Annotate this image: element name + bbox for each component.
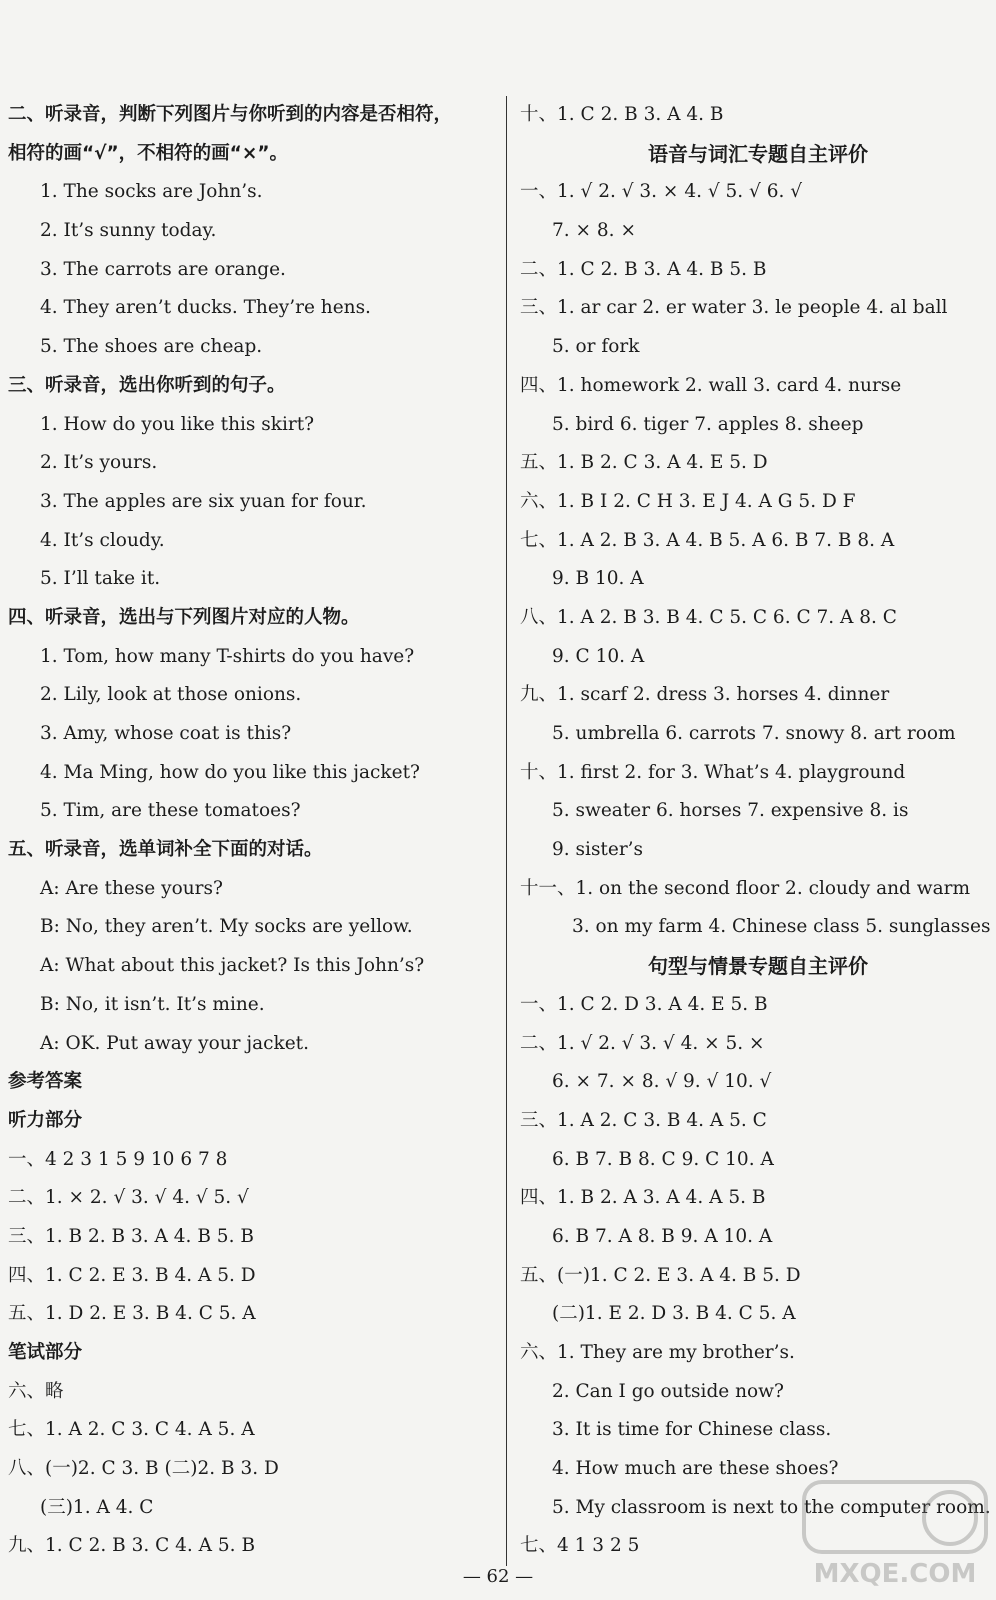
left-line: 四、1. C 2. E 3. B 4. A 5. D [8, 1264, 256, 1286]
left-line: 1. How do you like this skirt? [40, 413, 315, 435]
right-line: 句型与情景专题自主评价 [648, 954, 868, 979]
left-line: 参考答案 [8, 1071, 83, 1093]
left-line: B: No, it isn’t. It’s mine. [40, 993, 265, 1015]
left-line: 5. The shoes are cheap. [40, 336, 263, 358]
right-line: 一、1. √ 2. √ 3. × 4. √ 5. √ 6. √ [520, 181, 803, 203]
column-divider [506, 96, 507, 1566]
right-line: 6. × 7. × 8. √ 9. √ 10. √ [552, 1071, 772, 1093]
left-line: 4. It’s cloudy. [40, 529, 165, 551]
right-line: 9. C 10. A [552, 645, 645, 667]
right-line: 5. sweater 6. horses 7. expensive 8. is [552, 800, 909, 822]
right-line: 3. on my farm 4. Chinese class 5. sunglasses [572, 916, 991, 938]
right-line: 四、1. homework 2. wall 3. card 4. nurse [520, 374, 902, 396]
left-line: 四、听录音，选出与下列图片对应的人物。 [8, 606, 360, 628]
left-line: 2. It’s sunny today. [40, 220, 217, 242]
watermark-logo-icon [800, 1478, 990, 1590]
left-line: 笔试部分 [8, 1342, 83, 1363]
right-line: 四、1. B 2. A 3. A 4. A 5. B [520, 1187, 766, 1209]
right-line: 二、1. √ 2. √ 3. √ 4. × 5. × [520, 1032, 765, 1054]
right-line: 三、1. A 2. C 3. B 4. A 5. C [520, 1109, 767, 1131]
left-line: 相符的画“√”，不相符的画“×”。 [8, 142, 288, 164]
left-line: 三、1. B 2. B 3. A 4. B 5. B [8, 1225, 254, 1247]
right-line: (二)1. E 2. D 3. B 4. C 5. A [552, 1303, 796, 1325]
left-line: 听力部分 [8, 1109, 83, 1131]
right-line: 5. or fork [552, 336, 640, 358]
left-line: 4. Ma Ming, how do you like this jacket? [40, 761, 420, 783]
right-line: 7. × 8. × [552, 220, 636, 242]
left-line: 4. They aren’t ducks. They’re hens. [40, 297, 371, 319]
right-line: 3. It is time for Chinese class. [552, 1419, 832, 1441]
right-line: 9. sister’s [552, 839, 644, 861]
right-line: 十、1. C 2. B 3. A 4. B [520, 104, 724, 125]
right-line: 二、1. C 2. B 3. A 4. B 5. B [520, 258, 767, 280]
left-line: B: No, they aren’t. My socks are yellow. [40, 916, 413, 938]
left-line: 3. Amy, whose coat is this? [40, 723, 292, 744]
left-line: 5. I’ll take it. [40, 568, 161, 590]
left-line: 三、听录音，选出你听到的句子。 [8, 374, 286, 396]
right-line: 4. How much are these shoes? [552, 1458, 839, 1480]
right-line: 八、1. A 2. B 3. B 4. C 5. C 6. C 7. A 8. C [520, 606, 897, 628]
right-line: 六、1. B I 2. C H 3. E J 4. A G 5. D F [520, 490, 856, 512]
left-column [8, 96, 508, 1566]
left-line: 2. Lily, look at those onions. [40, 684, 302, 706]
left-line: 二、听录音，判断下列图片与你听到的内容是否相符， [8, 104, 453, 125]
watermark-text: MXQE.COM [813, 1559, 977, 1589]
right-line: 5. bird 6. tiger 7. apples 8. sheep [552, 413, 864, 435]
right-line: 九、1. scarf 2. dress 3. horses 4. dinner [520, 684, 890, 706]
left-line: 九、1. C 2. B 3. C 4. A 5. B [8, 1535, 256, 1557]
right-line: 6. B 7. B 8. C 9. C 10. A [552, 1148, 774, 1170]
left-line: 1. The socks are John’s. [40, 181, 263, 203]
left-line: A: Are these yours? [40, 877, 223, 899]
left-line: 2. It’s yours. [40, 452, 158, 474]
left-line: 五、1. D 2. E 3. B 4. C 5. A [8, 1303, 256, 1325]
right-line: 2. Can I go outside now? [552, 1380, 784, 1402]
left-line: 一、4 2 3 1 5 9 10 6 7 8 [8, 1148, 228, 1170]
page-number: — 62 — [462, 1566, 534, 1587]
left-line: 5. Tim, are these tomatoes? [40, 800, 301, 822]
right-line: 十、1. first 2. for 3. What’s 4. playground [520, 761, 906, 783]
left-line: A: OK. Put away your jacket. [40, 1032, 309, 1054]
left-line: 五、听录音，选单词补全下面的对话。 [8, 839, 323, 861]
right-line: 三、1. ar car 2. er water 3. le people 4. al ball [520, 297, 948, 319]
left-line: 八、(一)2. C 3. B (二)2. B 3. D [8, 1458, 279, 1480]
left-line: 六、略 [8, 1380, 64, 1402]
right-line: 七、4 1 3 2 5 [520, 1535, 640, 1557]
left-line: 七、1. A 2. C 3. C 4. A 5. A [8, 1419, 255, 1441]
right-line: 一、1. C 2. D 3. A 4. E 5. B [520, 993, 768, 1015]
left-line: 二、1. × 2. √ 3. √ 4. √ 5. √ [8, 1187, 249, 1209]
right-line: 十一、1. on the second floor 2. cloudy and warm [520, 877, 971, 899]
right-column [520, 96, 996, 1566]
right-line: 五、1. B 2. C 3. A 4. E 5. D [520, 452, 768, 474]
right-line: 五、(一)1. C 2. E 3. A 4. B 5. D [520, 1264, 801, 1286]
left-line: 3. The carrots are orange. [40, 258, 286, 280]
right-line: 5. My classroom is next to the computer room. [552, 1496, 991, 1518]
right-line: 5. umbrella 6. carrots 7. snowy 8. art room [552, 723, 956, 744]
left-line: A: What about this jacket? Is this John’s? [40, 955, 425, 977]
left-line: 1. Tom, how many T-shirts do you have? [40, 645, 415, 667]
right-line: 6. B 7. A 8. B 9. A 10. A [552, 1225, 773, 1247]
left-line: 3. The apples are six yuan for four. [40, 490, 367, 512]
right-line: 六、1. They are my brother’s. [520, 1342, 795, 1363]
right-line: 语音与词汇专题自主评价 [648, 141, 868, 166]
right-line: 9. B 10. A [552, 568, 644, 590]
left-line: (三)1. A 4. C [40, 1496, 154, 1518]
right-line: 七、1. A 2. B 3. A 4. B 5. A 6. B 7. B 8. A [520, 529, 895, 551]
